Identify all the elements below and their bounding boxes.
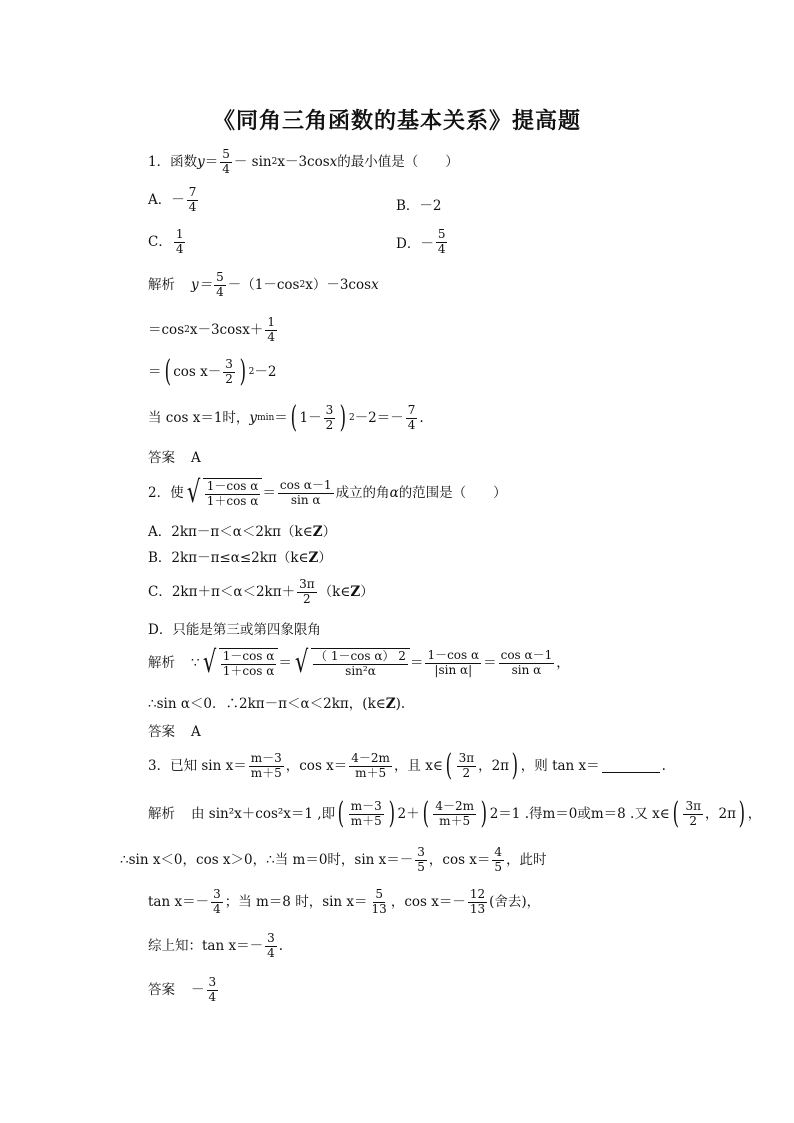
q3-solution-3: tan x＝－ $\frac{3}{4}$ ；当 m＝8 时，sin x＝ $\frac{5}{13}$ ，cos x＝－ $\frac{12}{13}$ (舍去)， <box>148 887 541 916</box>
q3-solution-1: 解析 由 sin²x＋cos²x＝1 ,即 ( $\frac{m-3}{m+5}$ ) 2＋ ( $\frac{4-2m}{m+5}$ ) 2＝1 .得m＝0或m＝8 .又 x∈ ( $\frac{3\pi}{2}$ ，2π ) ， <box>148 796 762 832</box>
q2-stem: 2．使 √ $\frac{\text{1－cos α}}{\text{1＋cos α}}$ ＝ $\frac{\text{cos α－1}}{\text{sin α}}$ 成立的角 α 的范围是（ ） <box>148 475 507 510</box>
q3-answer: 答案 － $\frac{3}{4}$ <box>148 975 217 1004</box>
q1-answer: 答案 A <box>148 450 201 466</box>
q2-solution-1: 解析 ∵ √ $\frac{\text{1－cos α}}{\text{1＋cos α}}$ ＝ √ $\frac{\text{（ 1－cos α） 2}}{\text{sin²α}}$ ＝ $\frac{\text{1－cos α}}{\text{|sin α|}}$ ＝ $\frac{\text{cos α－1}}{\text{sin α}}$ ， <box>148 645 570 680</box>
q2-option-a: A．2kπ－π＜α＜2kπ（k∈ Z ） <box>148 524 337 540</box>
q1-option-a: A．－ $\frac{7}{4}$ <box>148 185 197 214</box>
q2-solution-2: ∴sin α＜0．∴2kπ－π＜α＜2kπ，(k∈ Z ). <box>148 696 406 712</box>
q1-option-c: C． $\frac{1}{4}$ <box>148 227 184 256</box>
q1-stem: 1．函数 y ＝ $\frac{5}{4}$ － sin 2 x－3cos x 的最小值是（ ） <box>148 147 459 176</box>
q3-solution-2: ∴sin x＜0，cos x＞0，∴当 m＝0时，sin x＝－ $\frac{3}{5}$ ，cos x＝ $\frac{4}{5}$ ，此时 <box>120 845 547 874</box>
q1-option-b: B．－2 <box>396 198 442 214</box>
page-title: 《同角三角函数的基本关系》提高题 <box>212 108 581 134</box>
q2-option-d: D．只能是第三或第四象限角 <box>148 622 321 638</box>
q1-option-d: D．－ $\frac{5}{4}$ <box>396 227 446 256</box>
q3-solution-4: 综上知：tan x＝－ $\frac{3}{4}$ . <box>148 931 284 960</box>
q3-stem: 3．已知 sin x＝ $\frac{m-3}{m+5}$ ，cos x＝ $\frac{4-2m}{m+5}$ ，且 x∈ ( $\frac{3\pi}{2}$ ，2π ) ，则 tan x＝ . <box>148 748 666 784</box>
q2-option-b: B．2kπ－π≤α≤2kπ（k∈ Z ） <box>148 550 332 566</box>
q3-answer-blank <box>602 760 660 773</box>
q1-fraction: $\frac{5}{4}$ <box>222 147 230 176</box>
q1-solution-3: ＝ ( cos x－ $\frac{3}{2}$ ) 2 －2 <box>148 354 277 390</box>
q2-answer: 答案 A <box>148 724 201 740</box>
q1-solution-4: 当 cos x＝1时， y min ＝ ( 1－ $\frac{3}{2}$ ) 2 －2＝－ $\frac{7}{4}$ . <box>148 400 424 436</box>
q1-solution-2: ＝cos 2 x－3cos x＋ $\frac{1}{4}$ <box>148 315 275 344</box>
q1-solution-1: 解析 y＝ $\frac{5}{4}$ －（1－cos 2 x）－3cos x <box>148 270 379 299</box>
q2-option-c: C．2kπ＋π＜α＜2kπ＋ $\frac{3\pi}{2}$ （k∈ Z ） <box>148 577 374 606</box>
